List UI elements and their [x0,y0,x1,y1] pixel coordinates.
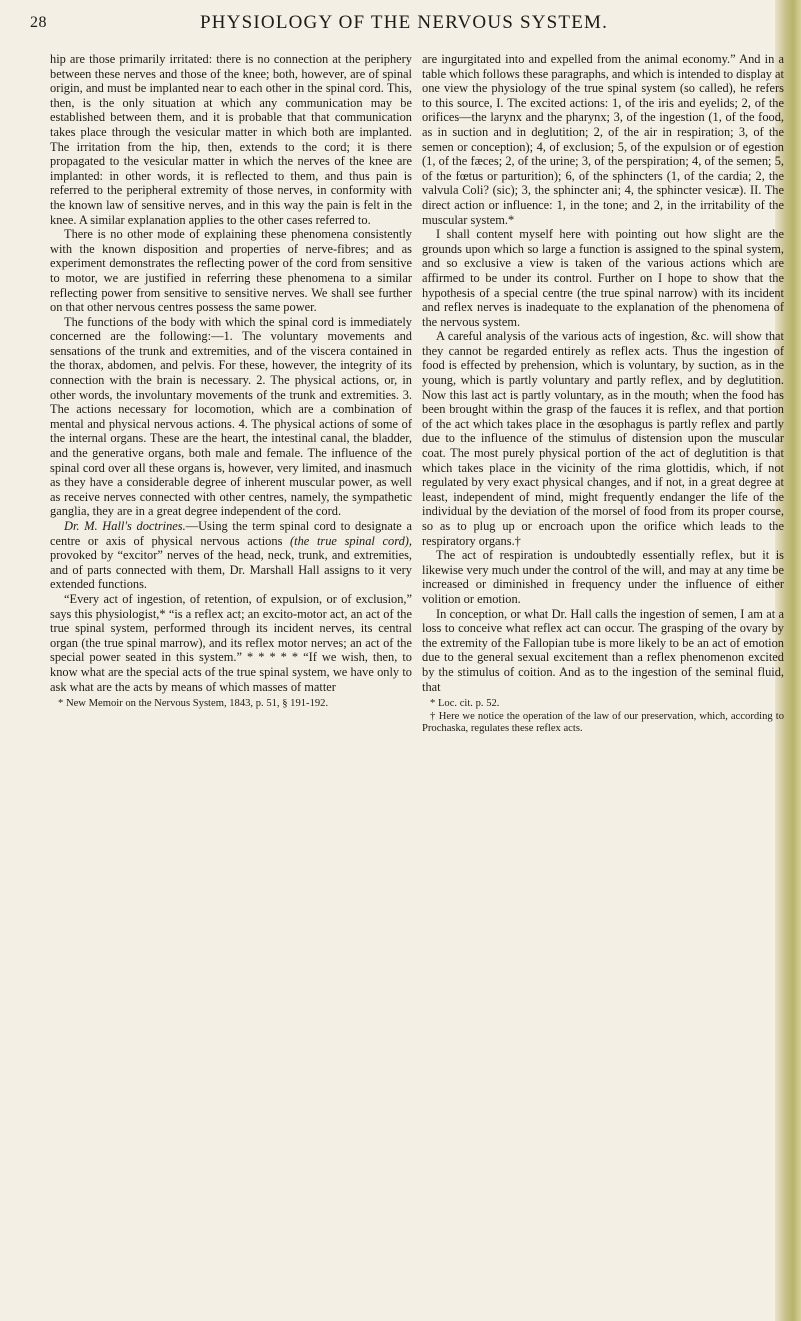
footnote: † Here we notice the operation of the law of our preservation, which, according to Prochaska, regulates these reflex acts. [422,710,784,734]
paragraph: The act of respiration is undoubtedly essentially reflex, but it is likewise very much under the control of the will, and may at any time be increased or diminished in frequency under the influence of either volition or emotion. [422,548,784,606]
paragraph: are ingurgitated into and expelled from the animal economy.” And in a table which follows these paragraphs, and which is intended to display at one view the physiology of the true spinal system (so called), he refers to this source, I. The excited actions: 1, of the iris and eyelids; 2, of the orifices—the larynx and the pharynx; 3, of the ingestion (1, of the food, as in suction and in deglutition; 2, of the air in respiration; 3, of the semen or conception); 4, of exclusion; 5, of the expulsion or of egestion (1, of the fæces; 2, of the urine; 3, of the perspiration; 4, of the semen; 5, of the fœtus or parturition); 6, of the sphincters (1, of the cardia; 2, the valvula Coli? (sic); 3, the sphincter ani; 4, the sphincter vesicæ). II. The direct action or influence: 1, in the tone; and 2, in the irritability of the muscular system.* [422,52,784,227]
italic-phrase: (the true spinal cord), [290,533,412,548]
footnotes [422,698,784,735]
right-column [422,52,784,735]
page-number: 28 [30,14,47,31]
left-column [50,52,412,711]
paragraph: I shall content myself here with pointing out how slight are the grounds upon which so large a function is assigned to the spinal system, and so exclusive a view is taken of the various actions which are affirmed to be under its control. Further on I hope to show that the hypothesis of a special centre (the true spinal narrow) with its incident and reflex nerves is inadequate to the explanation of the phenomena of the nervous system. [422,227,784,329]
paragraph: hip are those primarily irritated: there is no connection at the periphery between these nerves and those of the knee; both, however, are of spinal origin, and must be implanted near to each other in the spinal cord. This, then, is the only situation at which any communication may be established between them, and it is probable that that communication takes place through the vesicular matter in which both are implanted. The irritation from the hip, then, extends to the cord; it is there propagated to the vesicular matter in which the nerves of the knee are implanted: in other words, it is reflected to them, and thus pain is referred to the peripheral extremity of those nerves, in conformity with the known law of sensitive nerves, and in this way the pain is felt in the knee. A similar explanation applies to the other cases referred to. [50,52,412,227]
paragraph: The functions of the body with which the spinal cord is immediately concerned are the following:—1. The voluntary movements and sensations of the trunk and extremities, and of the viscera contained in the thorax, abdomen, and pelvis. For these, however, the integrity of its connection with the brain is necessary. 2. The physical actions, or, in other words, the involuntary movements of the trunk and extremities. 3. The actions necessary for locomotion, which are a combination of mental and physical nervous actions. 4. The physical actions of some of the internal organs. These are the heart, the intestinal canal, the bladder, and the generative organs, both male and female. The influence of the spinal cord over all these organs is, however, very limited, and inasmuch as they have a considerable degree of inherent muscular power, as well as receive nerves connected with other centres, namely, the sympathetic ganglia, they are in a great degree independent of the cord. [50,314,412,519]
paragraph: There is no other mode of explaining these phenomena consistently with the known disposition and properties of nerve-fibres; and as experiment demonstrates the reflecting power of the cord from sensitive to motor, we are justified in referring these phenomena to a similar reflecting power from sensitive to sensitive nerves. We shall see further on that other nervous centres possess the same power. [50,227,412,315]
paragraph: “Every act of ingestion, of retention, of expulsion, or of exclusion,” says this physiologist,* “is a reflex act; an excito-motor act, an act of the true spinal system, performed through its incident nerves, its central organ (the true spinal marrow), and its reflex motor nerves; an act of the special power seated in this system.” * * * * * “If we wish, then, to know what are the special acts of the true spinal system, we have only to ask what are the acts by means of which masses of matter [50,591,412,694]
paragraph-text: —Using the term spinal cord to designate a centre or axis of physical nervous actions [50,519,412,548]
running-head: PHYSIOLOGY OF THE NERVOUS SYSTEM. [200,12,609,33]
page-header [30,6,774,42]
paragraph: In conception, or what Dr. Hall calls the ingestion of semen, I am at a loss to conceive what reflex act can occur. The grasping of the ovary by the extremity of the Fallopian tube is more likely to be an act of emotion due to the general sexual excitement than a reflex phenomenon excited by the stimulus of coition. And as to the ingestion of the seminal fluid, that [422,606,784,694]
paragraph-text: provoked by “excitor” nerves of the head, neck, trunk, and extremities, and of parts connected with them, Dr. Marshall Hall assigns to it very extended functions. [50,548,412,592]
footnote: * Loc. cit. p. 52. [430,698,500,710]
paragraph-halls-doctrines [50,519,412,592]
sub-heading: Dr. M. Hall's doctrines. [64,519,186,533]
footnote: * New Memoir on the Nervous System, 1843, p. 51, § 191-192. [58,698,329,710]
footnotes [50,698,412,710]
paragraph: A careful analysis of the various acts of ingestion, &c. will show that they cannot be regarded entirely as reflex acts. Thus the ingestion of food is effected by prehension, which is voluntary, by suction, as in the young, which is partly voluntary and partly reflex, and by deglutition. Now this last act is partly voluntary, as in the mouth; when the food has been brought within the grasp of the fauces it is reflex, and that portion of the act which takes place in the œsophagus is partly reflex and partly due to the influence of the stimulus of distension upon the muscular coat. The most purely physical portion of the act of deglutition is that which takes place in the vicinity of the rima glottidis, which, if not regulated by very exact physical changes, and if not, in a great degree at least, independent of mind, might frequently endanger the life of the individual by the deviation of the morsel of food from its proper course, so as to plug up or encroach upon the orifice which leads to the respiratory organs.† [422,329,784,548]
